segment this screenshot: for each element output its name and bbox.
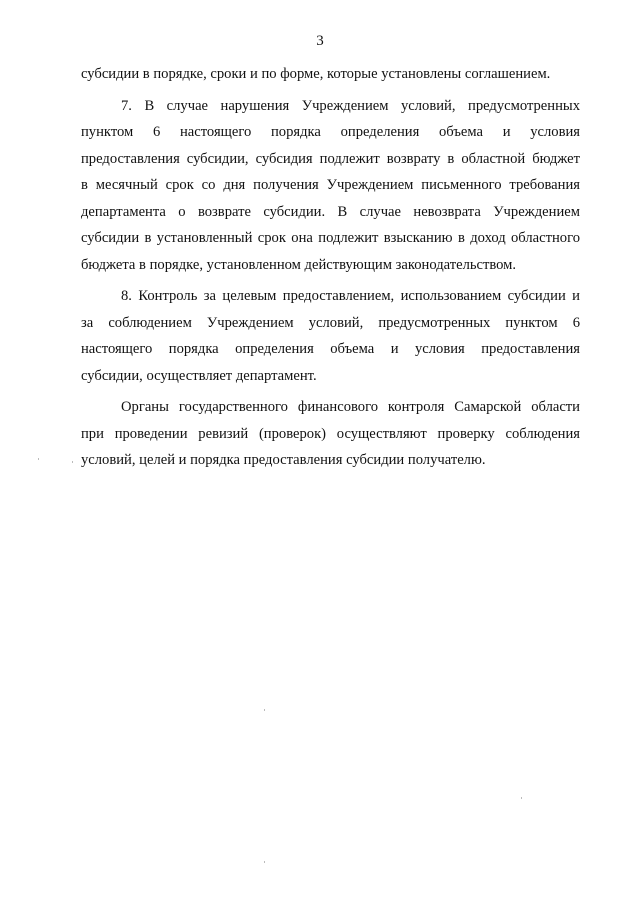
- text-line: субсидии в порядке, сроки и по форме, которые установлены соглашением.: [81, 66, 551, 82]
- paragraph-8: [81, 283, 580, 389]
- scan-speck: [264, 861, 265, 863]
- paragraph-continuation: [81, 61, 580, 88]
- text-line: 8. Контроль за целевым предоставлением, использованием субсидии и: [121, 288, 580, 304]
- scan-speck: [264, 709, 265, 711]
- scan-speck: [521, 797, 522, 799]
- document-body: [81, 61, 580, 474]
- text-line: при проведении ревизий (проверок) осуществляют проверку соблюдения: [81, 425, 580, 442]
- page-number: 3: [316, 33, 324, 49]
- paragraph-7: [81, 93, 580, 279]
- text-line: предоставления субсидии, субсидия подлежит возврату в областной бюджет: [81, 150, 580, 167]
- text-line: пунктом 6 настоящего порядка определения объема и условия: [81, 124, 580, 140]
- text-line: условий, целей и порядка предоставления субсидии получателю.: [81, 452, 486, 468]
- text-line: 7. В случае нарушения Учреждением условий, предусмотренных: [121, 97, 580, 114]
- scan-speck: [72, 461, 73, 463]
- text-line: в месячный срок со дня получения Учреждением письменного требования: [81, 177, 580, 193]
- text-line: Органы государственного финансового контроля Самарской области: [121, 399, 580, 415]
- text-line: субсидии в установленный срок она подлежит взысканию в доход областного: [81, 230, 580, 246]
- text-line: за соблюдением Учреждением условий, предусмотренных пунктом 6: [81, 314, 580, 331]
- text-line: департамента о возврате субсидии. В случае невозврата Учреждением: [81, 203, 580, 220]
- text-line: субсидии, осуществляет департамент.: [81, 367, 317, 384]
- scan-speck: [38, 458, 39, 460]
- paragraph-9: [81, 394, 580, 474]
- text-line: настоящего порядка определения объема и условия предоставления: [81, 341, 580, 357]
- text-line: бюджета в порядке, установленном действующим законодательством.: [81, 256, 517, 273]
